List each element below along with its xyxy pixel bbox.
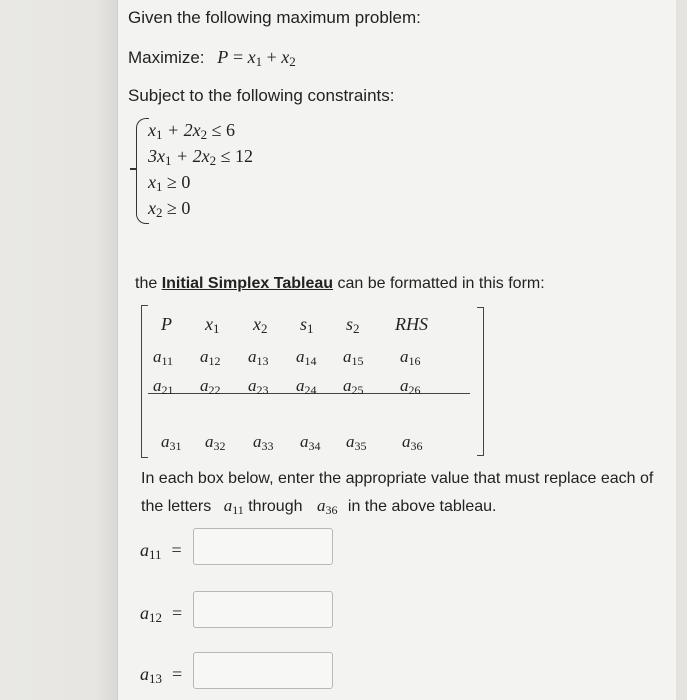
tableau-cell [248, 347, 269, 367]
tableau-cell-var: a [248, 376, 257, 395]
tableau-header-cell [253, 314, 268, 335]
constraint-row [148, 172, 190, 193]
tableau-cell-var: a [402, 432, 411, 451]
tableau-header-sub: 1 [213, 321, 220, 337]
tableau-cell-sub: 35 [354, 439, 367, 453]
instructions-var2: a [316, 496, 326, 515]
instructions-var2-sub: 36 [325, 503, 338, 517]
tableau-cell-sub: 31 [169, 439, 182, 453]
objective-line [128, 47, 296, 68]
tableau-cell [343, 347, 364, 367]
tableau-cell-sub: 34 [308, 439, 321, 453]
background-right [676, 0, 687, 700]
constraint-term-a-sub: 1 [156, 179, 163, 195]
tableau-bracket-left [141, 305, 148, 458]
tableau-cell [343, 376, 364, 396]
constraints-heading: Subject to the following constraints: [128, 86, 395, 105]
tableau-header-cell [161, 314, 172, 335]
instructions-var1-sub: 11 [232, 503, 244, 517]
constraint-term-a: x [148, 120, 156, 140]
tableau-cell-sub: 12 [208, 354, 221, 368]
constraint-term-a-sub: 1 [165, 153, 172, 169]
tableau-header-var: x [253, 314, 261, 334]
tableau-cell-var: a [200, 376, 209, 395]
tableau-cell-sub: 22 [208, 383, 221, 397]
tableau-header-cell [395, 314, 428, 335]
constraint-term-b: + 2x [171, 146, 210, 166]
constraint-term-a: 3x [148, 146, 165, 166]
objective-x1: x [247, 47, 256, 67]
constraint-row [148, 198, 190, 219]
tableau-cell [153, 376, 174, 396]
constraint-term-b-sub: 2 [200, 127, 208, 143]
tableau-intro-link: Initial Simplex Tableau [161, 275, 334, 292]
tableau-cell-var: a [253, 432, 262, 451]
constraint-term-a: x [148, 198, 156, 218]
answer-label [140, 603, 182, 624]
answer-equals: = [171, 540, 182, 560]
answer-input[interactable] [193, 652, 333, 689]
tableau-cell-var: a [343, 347, 352, 366]
tableau-intro-after: can be formatted in this form: [337, 275, 545, 292]
tableau-cell [400, 376, 421, 396]
instructions-line2 [141, 496, 496, 516]
tableau-cell [296, 376, 317, 396]
answer-input[interactable] [193, 591, 333, 628]
tableau-cell-var: a [205, 432, 214, 451]
tableau-cell-var: a [153, 347, 162, 366]
tableau-cell-var: a [346, 432, 355, 451]
tableau-cell [200, 347, 221, 367]
constraint-term-b: + 2x [162, 120, 201, 140]
tableau-cell [402, 432, 423, 452]
instructions-var1: a [223, 496, 233, 515]
answer-var: a [140, 603, 149, 623]
panel-border [117, 0, 118, 700]
tableau-cell-sub: 23 [256, 383, 269, 397]
instructions-text-c: in the above tableau. [347, 498, 497, 515]
tableau-cell [346, 432, 367, 452]
objective-x2-sub: 2 [289, 54, 296, 70]
tableau-bracket-right [477, 307, 484, 456]
answer-input[interactable] [193, 528, 333, 565]
objective-x1-sub: 1 [255, 54, 263, 70]
constraint-term-b-sub: 2 [209, 153, 217, 169]
tableau-cell-sub: 16 [408, 354, 421, 368]
tableau-cell-sub: 33 [261, 439, 274, 453]
constraint-row [148, 120, 235, 141]
tableau-intro [135, 275, 545, 293]
constraint-term-a-sub: 1 [156, 127, 163, 143]
constraint-relation: ≤ 6 [207, 120, 236, 140]
tableau-cell [200, 376, 221, 396]
tableau-cell-var: a [300, 432, 309, 451]
constraint-row [148, 146, 253, 167]
tableau-cell-var: a [200, 347, 209, 366]
tableau-cell-var: a [400, 376, 409, 395]
instructions-text-a: the letters [141, 498, 212, 515]
answer-var-sub: 13 [149, 671, 162, 687]
tableau-cell-var: a [400, 347, 409, 366]
instructions-text-b: through [248, 498, 303, 515]
constraint-relation: ≥ 0 [162, 198, 191, 218]
tableau-cell-sub: 26 [408, 383, 421, 397]
objective-var: P [217, 47, 229, 67]
background-left [0, 0, 118, 700]
objective-plus: + [262, 47, 282, 67]
tableau-cell-var: a [161, 432, 170, 451]
tableau-header-sub: 2 [353, 321, 360, 337]
tableau-cell-var: a [296, 376, 305, 395]
tableau-header-var: s [300, 314, 308, 334]
objective-eq: = [232, 47, 248, 67]
tableau-cell [400, 347, 421, 367]
tableau-cell-sub: 15 [351, 354, 364, 368]
tableau-header-sub: 1 [307, 321, 314, 337]
constraint-relation: ≥ 0 [162, 172, 191, 192]
tableau-header-var: s [346, 314, 354, 334]
maximize-label: Maximize: [128, 48, 205, 67]
constraint-term-a: x [148, 172, 156, 192]
answer-var: a [140, 540, 149, 560]
answer-var-sub: 11 [149, 547, 162, 563]
tableau-cell [161, 432, 182, 452]
tableau-cell-sub: 21 [161, 383, 174, 397]
tableau-cell [153, 347, 173, 367]
answer-var: a [140, 664, 149, 684]
constraint-term-a-sub: 2 [156, 205, 163, 221]
tableau-cell-var: a [153, 376, 162, 395]
objective-x2: x [281, 47, 290, 67]
answer-equals: = [172, 603, 183, 623]
tableau-cell [205, 432, 226, 452]
tableau-cell-sub: 14 [304, 354, 317, 368]
tableau-header-cell [346, 314, 360, 335]
tableau-cell [296, 347, 317, 367]
problem-heading: Given the following maximum problem: [128, 8, 421, 27]
constraints-brace-notch [130, 168, 137, 170]
tableau-header-cell [300, 314, 314, 335]
tableau-cell-sub: 25 [351, 383, 364, 397]
instructions-line1: In each box below, enter the appropriate value that must replace each of [141, 470, 654, 487]
tableau-header-sub: 2 [261, 321, 268, 337]
tableau-header-var: x [205, 314, 213, 334]
tableau-header-cell [205, 314, 220, 335]
tableau-cell-var: a [248, 347, 257, 366]
tableau-cell-sub: 13 [256, 354, 269, 368]
answer-var-sub: 12 [149, 610, 162, 626]
answer-label [140, 540, 182, 561]
tableau-cell-sub: 11 [161, 354, 174, 368]
tableau-cell-sub: 36 [410, 439, 423, 453]
tableau-cell [248, 376, 269, 396]
tableau-cell-sub: 32 [213, 439, 226, 453]
tableau-header-var: P [161, 314, 172, 334]
tableau-cell-var: a [296, 347, 305, 366]
tableau-header-var: RHS [395, 314, 428, 334]
tableau-cell [300, 432, 321, 452]
tableau-cell [253, 432, 274, 452]
tableau-cell-sub: 24 [304, 383, 317, 397]
answer-equals: = [172, 664, 183, 684]
constraint-relation: ≤ 12 [216, 146, 254, 166]
answer-label [140, 664, 182, 685]
tableau-cell-var: a [343, 376, 352, 395]
tableau-intro-before: the [135, 275, 158, 292]
